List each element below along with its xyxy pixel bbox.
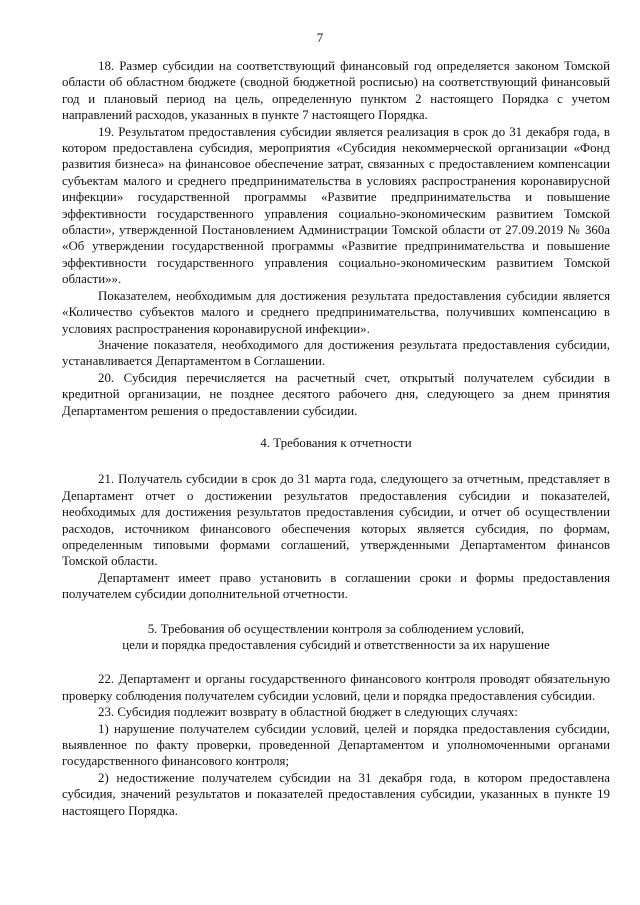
section-5-heading [62, 621, 610, 654]
document-body [62, 58, 610, 819]
paragraph-20: 20. Субсидия перечисляется на расчетный счет, открытый получателем субсидии в кредитной организации, не позднее десятого рабочего дня, следующего за днем принятия Департаментом решения о предоставлении субсидии. [62, 370, 610, 418]
paragraph-additional-reporting: Департамент имеет право установить в соглашении сроки и формы предоставления получателем субсидии дополнительной отчетности. [62, 570, 610, 602]
paragraph-19: 19. Результатом предоставления субсидии является реализация в срок до 31 декабря года, в котором предоставлена субсидия, мероприятия «Субсидия некоммерческой организации «Фонд развития бизнеса» на финансовое обеспечение затрат, связанных с предоставлением компенсации субъектам малого и среднего предпринимательства в условиях распространения коронавирусной инфекции» государственной программы «Развитие предпринимательства и повышение эффективности государственного управления социально-экономическим развитием Томской области», утвержденной Постановлением Администрации Томской области от 27.09.2019 № 360а «Об утверждении государственной программы «Развитие предпринимательства и повышение эффективности государственного управления социально-экономическим развитием Томской области»». [62, 124, 610, 287]
section-4-heading: 4. Требования к отчетности [260, 435, 412, 450]
paragraph-indicator-value: Значение показателя, необходимого для достижения результата предоставления субсидии, устанавливается Департаментом в Соглашении. [62, 337, 610, 369]
paragraph-21: 21. Получатель субсидии в срок до 31 марта года, следующего за отчетным, представляет в Департамент отчет о достижении результатов предоставления субсидии и показателей, необходимых для достижения результатов предоставления субсидии, и отчет об осуществлении расходов, источником финансового обеспечения которых является субсидия, по формам, определенным типовыми формами соглашений, утвержденными Департаментом финансов Томской области. [62, 472, 610, 569]
paragraph-23-item-2: 2) недостижение получателем субсидии на 31 декабря года, в котором предоставлена субсидия, значений результатов и показателей предоставления субсидии, указанных в пункте 19 настоящего Порядка. [62, 770, 610, 818]
paragraph-22: 22. Департамент и органы государственного финансового контроля проводят обязательную проверку соблюдения получателем субсидии условий, цели и порядка предоставления субсидии. [62, 672, 610, 703]
section-5-heading-line-2: цели и порядка предоставления субсидий и ответственности за их нарушение [122, 638, 550, 652]
paragraph-23-item-1: 1) нарушение получателем субсидии условий, целей и порядка предоставления субсидии, выявленное по факту проверки, проведенной Департаментом и уполномоченными органами государственного финансового контроля; [62, 721, 610, 769]
paragraph-18: 18. Размер субсидии на соответствующий финансовый год определяется законом Томской области об областном бюджете (сводной бюджетной росписью) на соответствующий финансовый год и плановый период на цель, определенную пунктом 2 настоящего Порядка с учетом направлений расходов, указанных в пункте 7 настоящего Порядка. [62, 59, 610, 123]
page-number: 7 [316, 31, 324, 45]
section-5-heading-line-1: 5. Требования об осуществлении контроля за соблюдением условий, [147, 621, 525, 636]
paragraph-indicator: Показателем, необходимым для достижения результата предоставления субсидии является «Количество субъектов малого и среднего предпринимательства, получивших компенсацию в условиях распространения коронавирусной инфекции». [62, 288, 610, 336]
paragraph-23: 23. Субсидия подлежит возврату в областной бюджет в следующих случаях: [98, 705, 518, 720]
